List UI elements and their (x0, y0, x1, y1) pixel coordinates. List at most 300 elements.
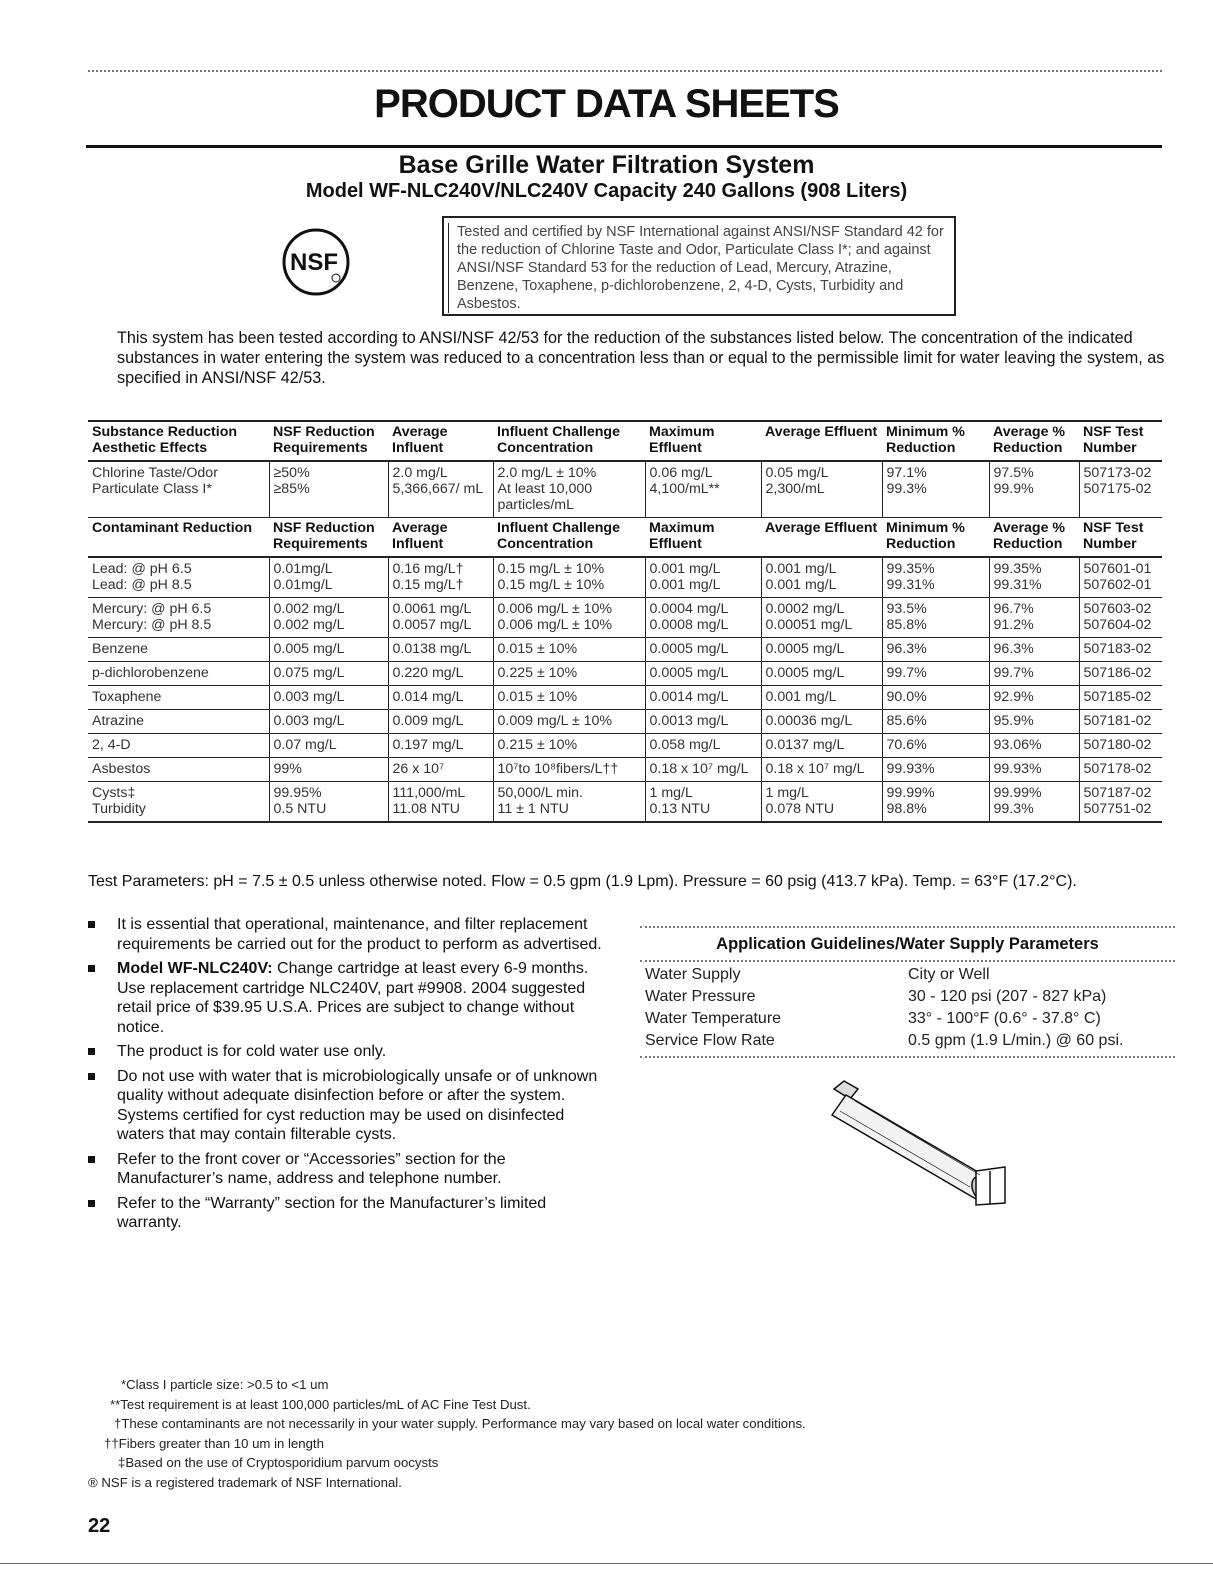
cell-line: 0.003 mg/L (273, 713, 345, 729)
cell-line: 0.0005 mg/L (765, 665, 845, 681)
table-cell (761, 734, 882, 758)
cell-line: 0.006 mg/L ± 10% (497, 601, 613, 617)
table-cell (1079, 782, 1162, 823)
table-header-row (88, 518, 1162, 558)
cell-line: 0.001 mg/L (649, 577, 721, 593)
cell-line: 0.01mg/L (273, 577, 333, 593)
cell-line: 507175-02 (1083, 481, 1152, 497)
table-cell (88, 557, 269, 598)
cell-line: 0.197 mg/L (392, 737, 464, 753)
table-cell (989, 686, 1079, 710)
footnote: ‡Based on the use of Cryptosporidium parvum oocysts (118, 1455, 439, 1471)
table-cell (882, 734, 989, 758)
cell-line: 50,000/L min. (497, 785, 583, 801)
table-cell (493, 758, 645, 782)
table-cell (88, 782, 269, 823)
cell-line: 507186-02 (1083, 665, 1152, 681)
cell-line: 0.0013 mg/L (649, 713, 729, 729)
column-header: Influent Challenge Concentration (493, 421, 645, 461)
table-row (88, 461, 1162, 518)
cell-line: 507602-01 (1083, 577, 1152, 593)
table-cell (388, 598, 493, 638)
column-header: Average % Reduction (989, 518, 1079, 558)
table-cell (1079, 557, 1162, 598)
column-header: Maximum Effluent (645, 421, 761, 461)
table-cell (882, 758, 989, 782)
table-cell (989, 461, 1079, 518)
footnote: ® NSF is a registered trademark of NSF International. (88, 1474, 402, 1490)
parameter-label: Water Pressure (645, 988, 756, 1005)
table-cell (645, 686, 761, 710)
cell-line: 70.6% (886, 737, 927, 753)
cell-line: 0.075 mg/L (273, 665, 345, 681)
cell-line: Mercury: @ pH 6.5 (92, 601, 212, 617)
table-cell (882, 710, 989, 734)
cell-line: 507178-02 (1083, 761, 1152, 777)
cell-line: 0.006 mg/L ± 10% (497, 617, 613, 633)
column-header: Substance Reduction Aesthetic Effects (88, 421, 269, 461)
table-cell (882, 782, 989, 823)
cell-line: 0.009 mg/L (392, 713, 464, 729)
column-header: NSF Test Number (1079, 421, 1162, 461)
table-cell (269, 710, 388, 734)
cell-line: 0.05 mg/L (765, 465, 829, 481)
table-cell (88, 734, 269, 758)
table-cell (989, 598, 1079, 638)
cell-line: 507187-02 (1083, 785, 1152, 801)
cell-line: 95.9% (993, 713, 1034, 729)
app-bottom-dotted-rule (640, 1056, 1175, 1058)
list-item (88, 1194, 608, 1233)
parameter-value: 33° - 100°F (0.6° - 37.8° C) (908, 1010, 1101, 1027)
cell-line: 99.3% (886, 481, 927, 497)
table-cell (88, 598, 269, 638)
column-header: Maximum Effluent (645, 518, 761, 558)
cell-line: 1 mg/L (649, 785, 693, 801)
cell-line: 507751-02 (1083, 801, 1152, 817)
cell-line: 93.5% (886, 601, 927, 617)
cell-line: 2, 4-D (92, 737, 131, 753)
bullet-square-icon (88, 965, 95, 972)
table-cell (761, 461, 882, 518)
app-top-dotted-rule (640, 926, 1175, 928)
parameter-value: 30 - 120 psi (207 - 827 kPa) (908, 988, 1107, 1005)
cell-line: 0.0057 mg/L (392, 617, 472, 633)
cell-line: 0.014 mg/L (392, 689, 464, 705)
nsf-logo (282, 228, 350, 296)
table-cell (1079, 461, 1162, 518)
cell-line: 26 x 10⁷ (392, 761, 445, 777)
performance-data-table (88, 420, 1162, 823)
application-title: Application Guidelines/Water Supply Parameters (716, 935, 1099, 953)
table-cell (882, 638, 989, 662)
table-cell (269, 662, 388, 686)
application-row (643, 986, 1173, 1008)
table-cell (88, 686, 269, 710)
table-cell (388, 686, 493, 710)
parameter-label: Water Supply (645, 966, 741, 983)
table-cell (761, 782, 882, 823)
column-header: Minimum % Reduction (882, 518, 989, 558)
cell-line: ≥85% (273, 481, 310, 497)
table-cell (269, 638, 388, 662)
table-cell (1079, 686, 1162, 710)
table-row (88, 710, 1162, 734)
table-cell (989, 638, 1079, 662)
bullet-text: Do not use with water that is microbiologically unsafe or of unknown quality without adequate disinfection before or after the system. Systems certified for cyst reduction may be used on disinfected waters that may contain filterable cysts. (117, 1067, 598, 1143)
table-cell (388, 662, 493, 686)
cell-line: 85.8% (886, 617, 927, 633)
table-cell (388, 782, 493, 823)
cell-line: 90.0% (886, 689, 927, 705)
table-cell (989, 710, 1079, 734)
cell-line: 99.99% (993, 785, 1042, 801)
cell-line: 11.08 NTU (392, 801, 461, 817)
column-header: Contaminant Reduction (88, 518, 269, 558)
cell-line: 507183-02 (1083, 641, 1152, 657)
cell-line: 96.3% (886, 641, 927, 657)
parameter-label: Service Flow Rate (645, 1032, 775, 1049)
table-cell (1079, 734, 1162, 758)
bullet-text: Refer to the “Warranty” section for the Manufacturer’s limited warranty. (117, 1194, 547, 1231)
cell-line: ≥50% (273, 465, 310, 481)
nsf-logo-text: NSF (290, 249, 338, 276)
table-cell (989, 758, 1079, 782)
cell-line: 0.005 mg/L (273, 641, 345, 657)
cell-line: 507601-01 (1083, 561, 1152, 577)
bullet-square-icon (88, 1048, 95, 1055)
filter-cartridge-illustration (800, 1075, 1015, 1215)
cell-line: 0.0005 mg/L (649, 665, 729, 681)
table-cell (388, 734, 493, 758)
table-cell (761, 557, 882, 598)
cell-line: 99.35% (993, 561, 1042, 577)
column-header: Average Effluent (761, 518, 882, 558)
footnote: *Class I particle size: >0.5 to <1 um (121, 1377, 329, 1392)
cell-line: Particulate Class I* (92, 481, 212, 497)
list-item (88, 915, 608, 954)
cell-line: 96.3% (993, 641, 1034, 657)
table-cell (388, 758, 493, 782)
system-title: Base Grille Water Filtration System (398, 151, 815, 179)
cell-line: 0.225 ± 10% (497, 665, 578, 681)
bullet-square-icon (88, 921, 95, 928)
bottom-rule (0, 1563, 1213, 1564)
list-item (88, 1042, 608, 1062)
cell-line: 99.95% (273, 785, 322, 801)
cell-line: 0.06 mg/L (649, 465, 713, 481)
table-cell (645, 638, 761, 662)
table-cell (761, 662, 882, 686)
table-cell (269, 734, 388, 758)
cell-line: 0.058 mg/L (649, 737, 721, 753)
column-header: Average Influent (388, 421, 493, 461)
cell-line: 2.0 mg/L (392, 465, 448, 481)
table-cell (761, 686, 882, 710)
cell-line: 0.001 mg/L (765, 561, 837, 577)
cell-line: 0.0005 mg/L (649, 641, 729, 657)
parameter-value: 0.5 gpm (1.9 L/min.) @ 60 psi. (908, 1032, 1124, 1049)
cell-line: 0.07 mg/L (273, 737, 337, 753)
table-cell (88, 638, 269, 662)
table-row (88, 598, 1162, 638)
cell-line: 0.0004 mg/L (649, 601, 729, 617)
table-cell (645, 461, 761, 518)
cell-line: At least 10,000 particles/mL (497, 481, 593, 513)
bullet-square-icon (88, 1073, 95, 1080)
cell-line: 99.93% (993, 761, 1042, 777)
table-cell (882, 662, 989, 686)
cell-line: 0.001 mg/L (765, 577, 837, 593)
cell-line: 507604-02 (1083, 617, 1152, 633)
column-header: Minimum % Reduction (882, 421, 989, 461)
table-cell (88, 710, 269, 734)
table-cell (269, 557, 388, 598)
bullet-bold-label: Model WF-NLC240V: (117, 960, 273, 977)
footnotes (88, 1375, 806, 1493)
table-cell (388, 710, 493, 734)
column-header: Influent Challenge Concentration (493, 518, 645, 558)
model-line: Model WF-NLC240V/NLC240V Capacity 240 Gallons (908 Liters) (305, 180, 908, 202)
table-cell (493, 598, 645, 638)
cell-line: 85.6% (886, 713, 927, 729)
table-cell (493, 710, 645, 734)
cell-line: 0.220 mg/L (392, 665, 464, 681)
column-header: NSF Reduction Requirements (269, 518, 388, 558)
test-parameters: Test Parameters: pH = 7.5 ± 0.5 unless otherwise noted. Flow = 0.5 gpm (1.9 Lpm). Pressure = 60 psig (413.7 kPa). Temp. = 63°F (17.2°C). (88, 873, 1077, 890)
cell-line: 99.31% (886, 577, 935, 593)
cell-line: 0.18 x 10⁷ mg/L (649, 761, 749, 777)
table-cell (761, 758, 882, 782)
cell-line: 99.93% (886, 761, 935, 777)
bullet-text: Refer to the front cover or “Accessories” section for the Manufacturer’s name, address and telephone number. (117, 1150, 506, 1187)
table-cell (989, 782, 1079, 823)
table-cell (88, 758, 269, 782)
certification-text: Tested and certified by NSF International against ANSI/NSF Standard 42 for the reduction of Chlorine Taste and Odor, Particulate Class I*; and against ANSI/NSF Standard 53 for the reduction of Lead, Mercury, Atrazine, Benzene, Toxaphene, p-dichlorobenzene, 2, 4-D, Cysts, Turbidity and Asbestos. (448, 223, 946, 313)
cell-line: 2,300/mL (765, 481, 825, 497)
bullet-text: It is essential that operational, maintenance, and filter replacement requirements be carried out for the product to perform as advertised. (117, 916, 602, 953)
list-item (88, 959, 608, 1037)
cell-line: 507173-02 (1083, 465, 1152, 481)
cell-line: 98.8% (886, 801, 927, 817)
cell-line: 93.06% (993, 737, 1042, 753)
table-row (88, 662, 1162, 686)
cell-line: 0.0008 mg/L (649, 617, 729, 633)
application-row (643, 1008, 1173, 1030)
cell-line: 0.16 mg/L† (392, 561, 464, 577)
cell-line: 0.002 mg/L (273, 617, 345, 633)
table-cell (882, 686, 989, 710)
table-cell (882, 598, 989, 638)
cell-line: 0.0138 mg/L (392, 641, 472, 657)
cell-line: 0.0005 mg/L (765, 641, 845, 657)
bullet-text: The product is for cold water use only. (117, 1043, 387, 1060)
cell-line: 0.009 mg/L ± 10% (497, 713, 613, 729)
cell-line: 0.0014 mg/L (649, 689, 729, 705)
cell-line: 0.001 mg/L (649, 561, 721, 577)
cell-line: 0.215 ± 10% (497, 737, 578, 753)
cell-line: Chlorine Taste/Odor (92, 465, 218, 481)
cell-line: 0.15 mg/L† (392, 577, 464, 593)
bullet-square-icon (88, 1156, 95, 1163)
cell-line: 0.015 ± 10% (497, 689, 578, 705)
cell-line: 111,000/mL (392, 785, 466, 801)
table-cell (882, 461, 989, 518)
table-cell (761, 638, 882, 662)
page-number: 22 (88, 1515, 111, 1537)
top-dotted-rule (88, 70, 1162, 72)
page-title: PRODUCT DATA SHEETS (374, 82, 839, 126)
cell-line: 99.99% (886, 785, 935, 801)
table-cell (269, 782, 388, 823)
parameter-value: City or Well (908, 966, 990, 983)
cell-line: 507603-02 (1083, 601, 1152, 617)
cell-line: 97.1% (886, 465, 927, 481)
column-header: NSF Reduction Requirements (269, 421, 388, 461)
cell-line: 99.9% (993, 481, 1034, 497)
cell-line: 99.7% (993, 665, 1034, 681)
footnote: †These contaminants are not necessarily in your water supply. Performance may vary based on local water conditions. (114, 1416, 806, 1432)
cell-line: Cysts‡ (92, 785, 136, 801)
table-cell (269, 598, 388, 638)
table-cell (1079, 662, 1162, 686)
table-cell (761, 710, 882, 734)
table-cell (645, 734, 761, 758)
table-cell (493, 734, 645, 758)
cell-line: 97.5% (993, 465, 1034, 481)
cell-line: 1 mg/L (765, 785, 809, 801)
cell-line: 0.015 ± 10% (497, 641, 578, 657)
column-header: NSF Test Number (1079, 518, 1162, 558)
column-header: Average Effluent (761, 421, 882, 461)
cell-line: 0.078 NTU (765, 801, 835, 817)
table-cell (1079, 710, 1162, 734)
table-cell (269, 461, 388, 518)
cell-line: Atrazine (92, 713, 145, 729)
cell-line: Mercury: @ pH 8.5 (92, 617, 212, 633)
column-header: Average % Reduction (989, 421, 1079, 461)
table-cell (493, 686, 645, 710)
table-header-row (88, 421, 1162, 461)
app-mid-dotted-rule (640, 960, 1175, 962)
notes-list (88, 915, 608, 1238)
table-row (88, 782, 1162, 823)
footnote: **Test requirement is at least 100,000 particles/mL of AC Fine Test Dust. (110, 1396, 531, 1412)
parameter-label: Water Temperature (645, 1010, 782, 1027)
cell-line: 0.15 mg/L ± 10% (497, 577, 605, 593)
application-row (643, 1030, 1173, 1052)
footnote: ††Fibers greater than 10 um in length (104, 1435, 324, 1451)
cell-line: 99.31% (993, 577, 1042, 593)
cell-line: 0.001 mg/L (765, 689, 837, 705)
cell-line: 11 ± 1 NTU (497, 801, 569, 817)
cell-line: 96.7% (993, 601, 1034, 617)
table-cell (493, 461, 645, 518)
table-row (88, 734, 1162, 758)
table-row (88, 758, 1162, 782)
table-cell (645, 598, 761, 638)
table-cell (493, 782, 645, 823)
table-cell (645, 782, 761, 823)
table-cell (388, 461, 493, 518)
cell-line: 99% (273, 761, 302, 777)
cell-line: 0.00051 mg/L (765, 617, 853, 633)
table-cell (493, 662, 645, 686)
table-cell (645, 557, 761, 598)
title-rule (86, 145, 1162, 148)
table-cell (388, 638, 493, 662)
cell-line: 0.0061 mg/L (392, 601, 472, 617)
cell-line: 0.0002 mg/L (765, 601, 845, 617)
table-cell (645, 758, 761, 782)
table-row (88, 557, 1162, 598)
cell-line: Toxaphene (92, 689, 162, 705)
application-table (643, 964, 1173, 1052)
certification-box (442, 216, 956, 316)
intro-paragraph: This system has been tested according to ANSI/NSF 42/53 for the reduction of the substances listed below. The concentration of the indicated substances in water entering the system was reduced to a concentration less than or equal to the permissible limit for water leaving the system, as specified in ANSI/NSF 42/53. (117, 329, 1165, 387)
table-cell (1079, 638, 1162, 662)
table-row (88, 638, 1162, 662)
cell-line: p-dichlorobenzene (92, 665, 209, 681)
table-cell (88, 461, 269, 518)
cell-line: 0.002 mg/L (273, 601, 345, 617)
column-header: Average Influent (388, 518, 493, 558)
cell-line: 0.01mg/L (273, 561, 333, 577)
cell-line: Benzene (92, 641, 149, 657)
table-cell (269, 758, 388, 782)
cell-line: 5,366,667/ mL (392, 481, 484, 497)
table-cell (645, 710, 761, 734)
cell-line: 99.35% (886, 561, 935, 577)
cell-line: 91.2% (993, 617, 1034, 633)
cell-line: 99.3% (993, 801, 1034, 817)
cell-line: 10⁷to 10⁸fibers/L†† (497, 761, 619, 777)
cell-line: Lead: @ pH 6.5 (92, 561, 192, 577)
table-cell (88, 662, 269, 686)
table-cell (269, 686, 388, 710)
cell-line: 507180-02 (1083, 737, 1152, 753)
cell-line: Lead: @ pH 8.5 (92, 577, 192, 593)
cell-line: 0.5 NTU (273, 801, 327, 817)
table-row (88, 686, 1162, 710)
table-cell (493, 638, 645, 662)
cell-line: Turbidity (92, 801, 146, 817)
list-item (88, 1067, 608, 1145)
application-row (643, 964, 1173, 986)
table-cell (645, 662, 761, 686)
table-cell (989, 734, 1079, 758)
cell-line: 4,100/mL** (649, 481, 720, 497)
cell-line: 507181-02 (1083, 713, 1152, 729)
table-cell (882, 557, 989, 598)
cell-line: 0.15 mg/L ± 10% (497, 561, 605, 577)
table-cell (388, 557, 493, 598)
cell-line: 2.0 mg/L ± 10% (497, 465, 597, 481)
cell-line: 0.0137 mg/L (765, 737, 845, 753)
bullet-square-icon (88, 1200, 95, 1207)
cell-line: 507185-02 (1083, 689, 1152, 705)
cell-line: 0.003 mg/L (273, 689, 345, 705)
table-cell (493, 557, 645, 598)
cell-line: 0.18 x 10⁷ mg/L (765, 761, 865, 777)
cell-line: 99.7% (886, 665, 927, 681)
cell-line: 0.00036 mg/L (765, 713, 853, 729)
cell-line: Asbestos (92, 761, 151, 777)
table-cell (1079, 598, 1162, 638)
bullet-text: Change cartridge at least every 6-9 months. Use replacement cartridge NLC240V, part #9908. 2004 suggested retail price of $39.95 U.S.A. Prices are subject to change without notice. (117, 960, 589, 1036)
list-item (88, 1150, 608, 1189)
cell-line: 0.13 NTU (649, 801, 711, 817)
